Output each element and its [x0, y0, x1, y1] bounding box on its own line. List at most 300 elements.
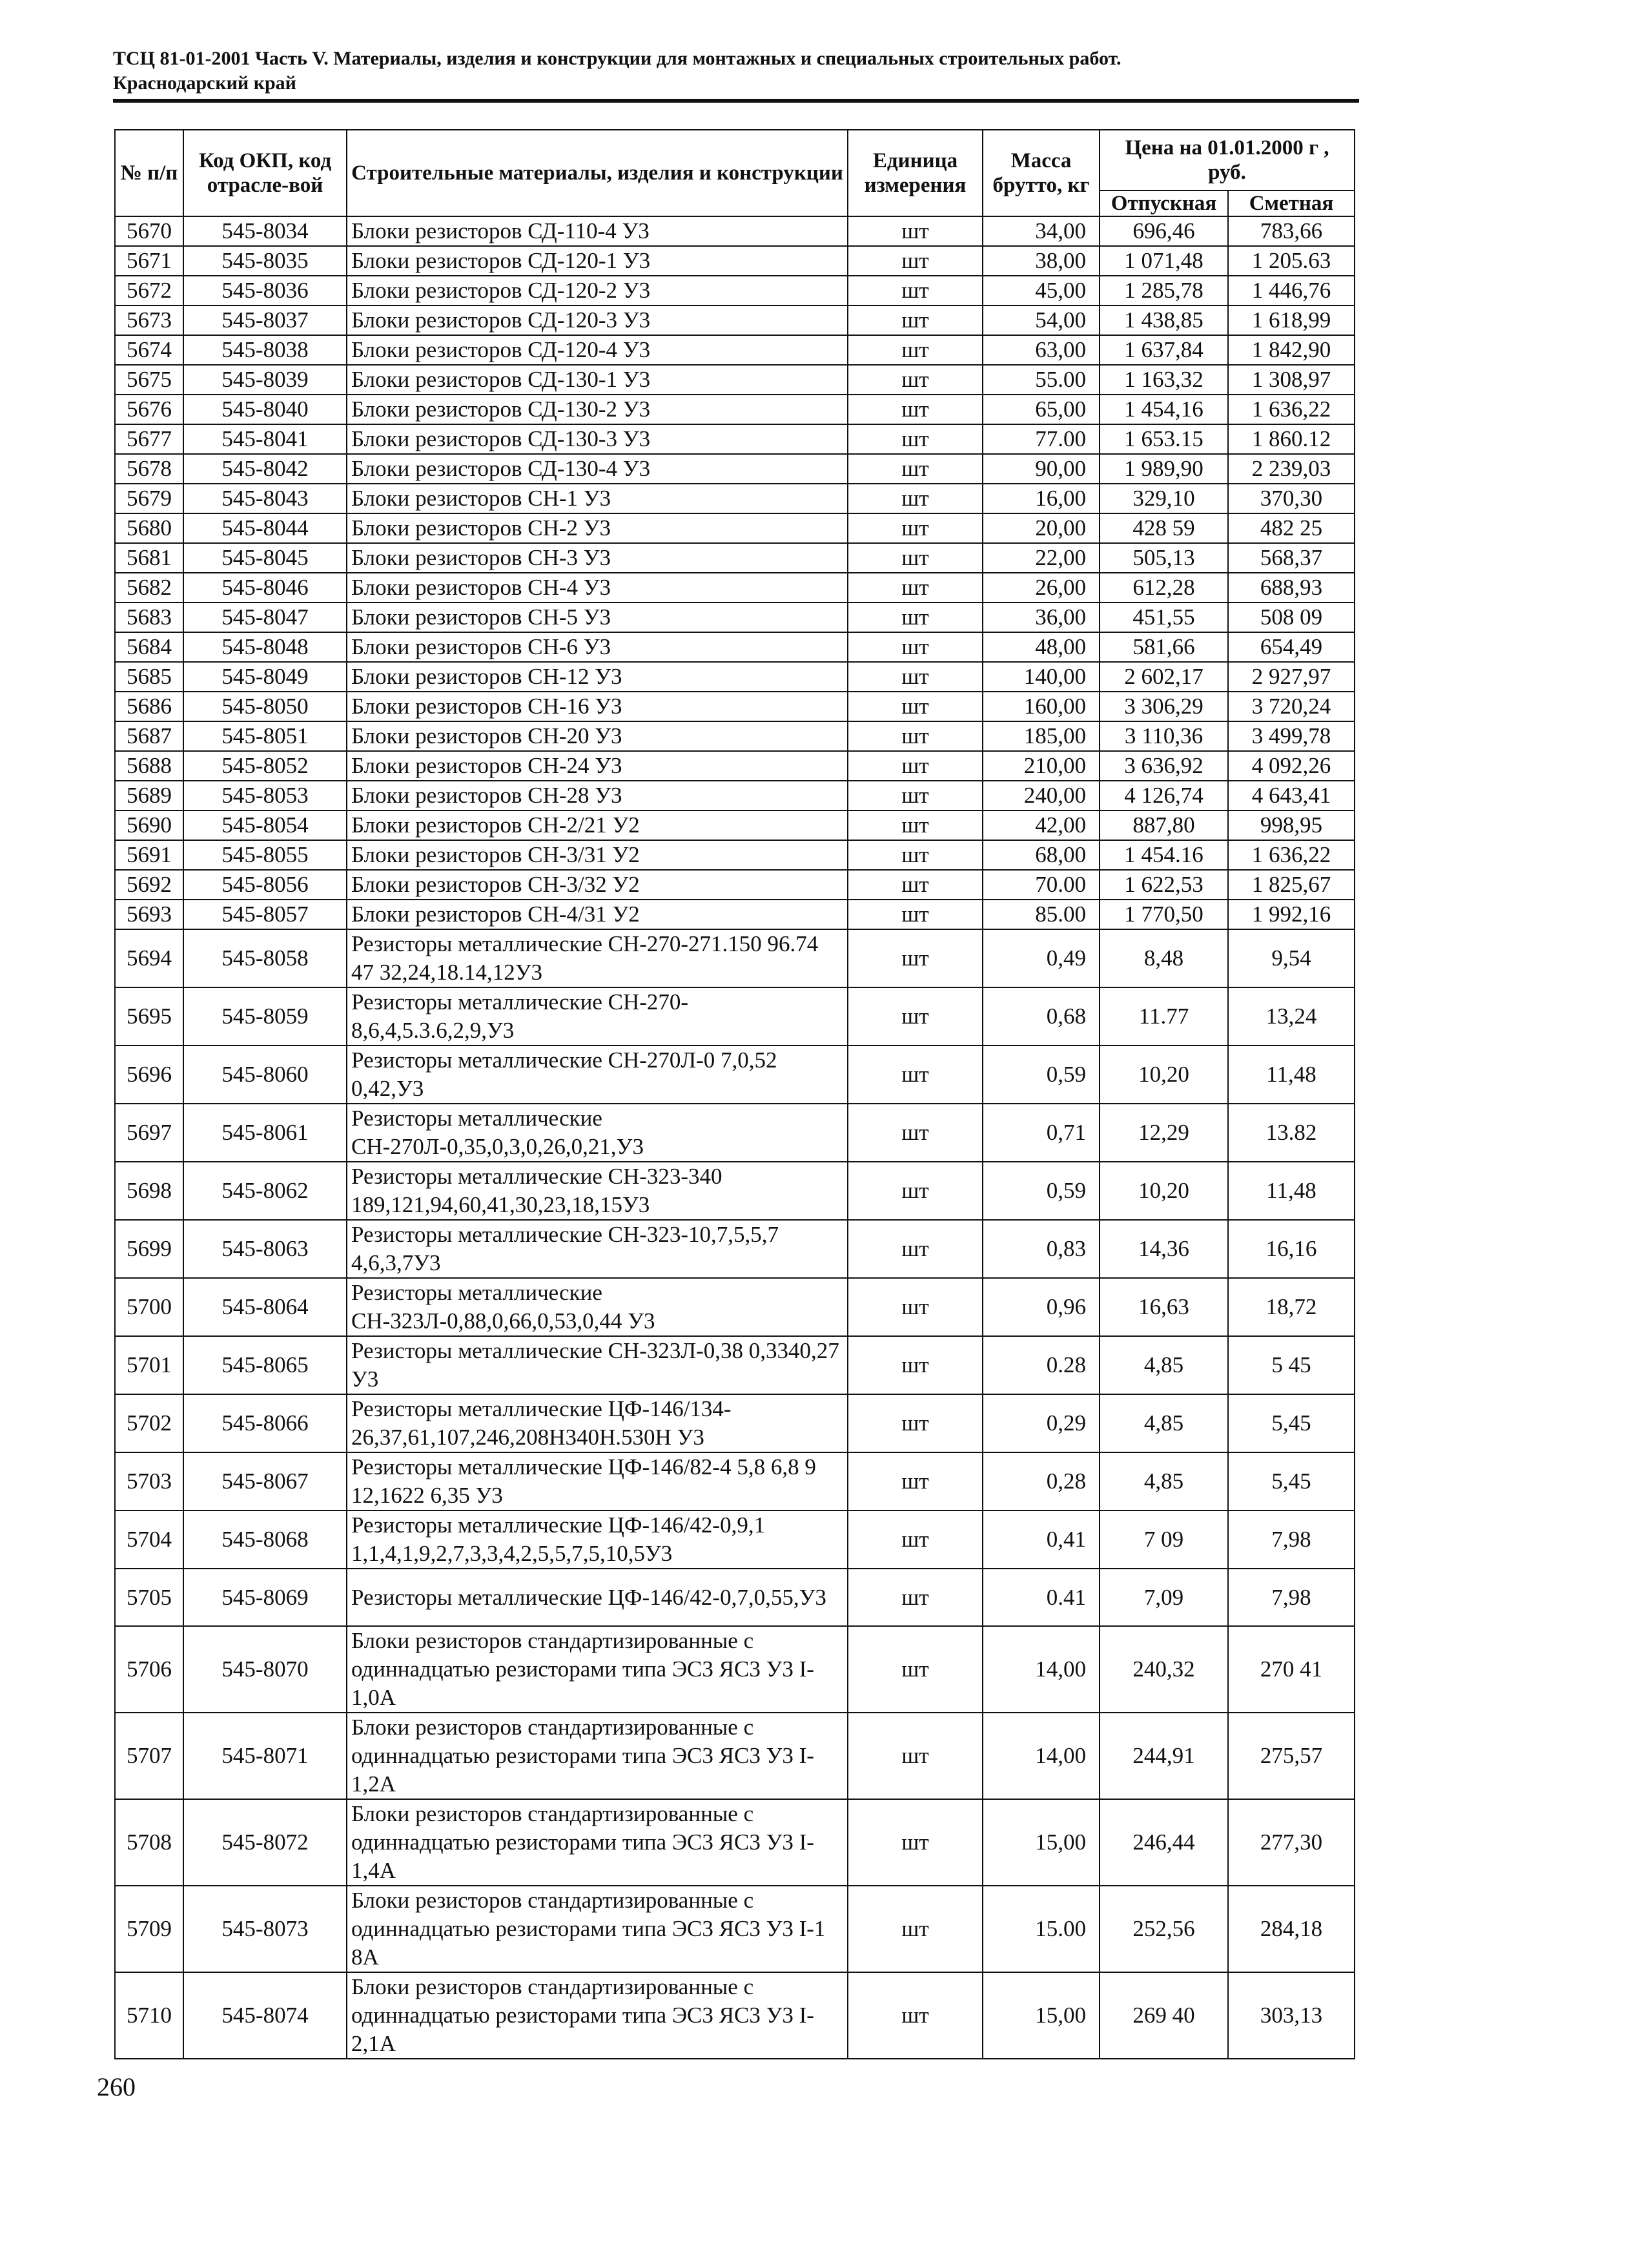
- row-name: Блоки резисторов стандартизированные с одиннадцатью резисторами типа ЭС3 ЯС3 У3 I-1,2А: [347, 1713, 848, 1799]
- row-unit: шт: [848, 484, 983, 513]
- row-name: Блоки резисторов СН-1 У3: [347, 484, 848, 513]
- row-unit: шт: [848, 840, 983, 870]
- table-row: [115, 1220, 1355, 1278]
- row-name: Резисторы металлические СН-323Л-0,88,0,66,0,53,0,44 У3: [347, 1278, 848, 1336]
- row-num: 5706: [115, 1626, 183, 1713]
- row-release-price: 1 071,48: [1100, 246, 1228, 276]
- row-mass: 54,00: [983, 305, 1100, 335]
- row-num: 5681: [115, 543, 183, 573]
- row-mass: 240,00: [983, 781, 1100, 810]
- row-release-price: 1 622,53: [1100, 870, 1228, 900]
- row-num: 5678: [115, 454, 183, 484]
- row-unit: шт: [848, 1162, 983, 1220]
- row-num: 5699: [115, 1220, 183, 1278]
- row-mass: 15,00: [983, 1799, 1100, 1886]
- row-estimate-price: 18,72: [1228, 1278, 1355, 1336]
- row-name: Блоки резисторов СД-130-2 У3: [347, 395, 848, 424]
- running-header: [113, 46, 1359, 96]
- table-row: [115, 365, 1355, 395]
- row-name: Блоки резисторов СД-130-3 У3: [347, 424, 848, 454]
- row-estimate-price: 275,57: [1228, 1713, 1355, 1799]
- row-code: 545-8037: [183, 305, 347, 335]
- row-name: Блоки резисторов СД-110-4 У3: [347, 216, 848, 246]
- row-release-price: 240,32: [1100, 1626, 1228, 1713]
- row-name: Блоки резисторов СН-2 У3: [347, 513, 848, 543]
- row-code: 545-8070: [183, 1626, 347, 1713]
- row-estimate-price: 1 860.12: [1228, 424, 1355, 454]
- row-code: 545-8062: [183, 1162, 347, 1220]
- row-release-price: 16,63: [1100, 1278, 1228, 1336]
- table-row: [115, 454, 1355, 484]
- row-mass: 15.00: [983, 1886, 1100, 1972]
- row-unit: шт: [848, 1972, 983, 2059]
- col-header-unit: Единица измерения: [848, 130, 983, 216]
- row-unit: шт: [848, 276, 983, 305]
- row-estimate-price: 998,95: [1228, 810, 1355, 840]
- row-estimate-price: 654,49: [1228, 632, 1355, 662]
- row-release-price: 4,85: [1100, 1336, 1228, 1394]
- row-code: 545-8048: [183, 632, 347, 662]
- table-row: [115, 484, 1355, 513]
- row-name: Резисторы металлические СН-270Л-0 7,0,52 0,42,У3: [347, 1046, 848, 1104]
- row-estimate-price: 303,13: [1228, 1972, 1355, 2059]
- table-row: [115, 305, 1355, 335]
- row-release-price: 612,28: [1100, 573, 1228, 603]
- col-header-name: Строительные материалы, изделия и конструкции: [347, 130, 848, 216]
- row-name: Блоки резисторов стандартизированные с одиннадцатью резисторами типа ЭС3 ЯС3 У3 I-2,1А: [347, 1972, 848, 2059]
- row-mass: 26,00: [983, 573, 1100, 603]
- row-code: 545-8057: [183, 900, 347, 929]
- row-name: Блоки резисторов СД-120-2 У3: [347, 276, 848, 305]
- row-name: Блоки резисторов СН-6 У3: [347, 632, 848, 662]
- row-mass: 0,59: [983, 1046, 1100, 1104]
- row-unit: шт: [848, 1394, 983, 1452]
- row-unit: шт: [848, 987, 983, 1046]
- row-unit: шт: [848, 246, 983, 276]
- row-release-price: 252,56: [1100, 1886, 1228, 1972]
- row-mass: 0,71: [983, 1104, 1100, 1162]
- table-row: [115, 603, 1355, 632]
- row-unit: шт: [848, 543, 983, 573]
- row-code: 545-8044: [183, 513, 347, 543]
- row-unit: шт: [848, 929, 983, 987]
- row-estimate-price: 9,54: [1228, 929, 1355, 987]
- row-code: 545-8074: [183, 1972, 347, 2059]
- row-release-price: 4 126,74: [1100, 781, 1228, 810]
- row-code: 545-8069: [183, 1569, 347, 1626]
- row-mass: 210,00: [983, 751, 1100, 781]
- row-unit: шт: [848, 454, 983, 484]
- row-num: 5690: [115, 810, 183, 840]
- table-row: [115, 335, 1355, 365]
- row-estimate-price: 688,93: [1228, 573, 1355, 603]
- row-num: 5683: [115, 603, 183, 632]
- row-release-price: 1 454,16: [1100, 395, 1228, 424]
- header-rule: [113, 99, 1359, 103]
- row-name: Резисторы металлические ЦФ-146/134-26,37,61,107,246,208Н340Н.530Н У3: [347, 1394, 848, 1452]
- row-release-price: 3 110,36: [1100, 721, 1228, 751]
- row-name: Блоки резисторов СД-130-1 У3: [347, 365, 848, 395]
- row-release-price: 3 306,29: [1100, 692, 1228, 721]
- row-release-price: 428 59: [1100, 513, 1228, 543]
- table-row: [115, 929, 1355, 987]
- row-mass: 14,00: [983, 1713, 1100, 1799]
- row-release-price: 329,10: [1100, 484, 1228, 513]
- row-num: 5696: [115, 1046, 183, 1104]
- row-estimate-price: 783,66: [1228, 216, 1355, 246]
- price-table: [114, 129, 1355, 2059]
- row-num: 5673: [115, 305, 183, 335]
- row-num: 5686: [115, 692, 183, 721]
- row-mass: 0,28: [983, 1452, 1100, 1510]
- row-unit: шт: [848, 632, 983, 662]
- row-num: 5671: [115, 246, 183, 276]
- row-num: 5672: [115, 276, 183, 305]
- table-row: [115, 900, 1355, 929]
- row-code: 545-8035: [183, 246, 347, 276]
- row-estimate-price: 11,48: [1228, 1162, 1355, 1220]
- row-num: 5709: [115, 1886, 183, 1972]
- page-number: 260: [97, 2072, 136, 2101]
- row-unit: шт: [848, 395, 983, 424]
- row-release-price: 7 09: [1100, 1510, 1228, 1569]
- row-name: Блоки резисторов СН-20 У3: [347, 721, 848, 751]
- row-mass: 48,00: [983, 632, 1100, 662]
- row-estimate-price: 13,24: [1228, 987, 1355, 1046]
- row-estimate-price: 2 927,97: [1228, 662, 1355, 692]
- row-mass: 85.00: [983, 900, 1100, 929]
- price-table-wrapper: [114, 129, 1355, 2059]
- row-release-price: 696,46: [1100, 216, 1228, 246]
- table-row: [115, 395, 1355, 424]
- row-mass: 0,49: [983, 929, 1100, 987]
- row-mass: 77.00: [983, 424, 1100, 454]
- table-row: [115, 1104, 1355, 1162]
- row-unit: шт: [848, 721, 983, 751]
- row-num: 5700: [115, 1278, 183, 1336]
- table-row: [115, 662, 1355, 692]
- row-name: Резисторы металлические СН-323-10,7,5,5,7 4,6,3,7У3: [347, 1220, 848, 1278]
- row-name: Блоки резисторов стандартизированные с одиннадцатью резисторами типа ЭС3 ЯС3 У3 I-1,4А: [347, 1799, 848, 1886]
- row-num: 5697: [115, 1104, 183, 1162]
- table-row: [115, 1394, 1355, 1452]
- row-estimate-price: 1 825,67: [1228, 870, 1355, 900]
- row-release-price: 1 637,84: [1100, 335, 1228, 365]
- row-unit: шт: [848, 1278, 983, 1336]
- row-release-price: 2 602,17: [1100, 662, 1228, 692]
- row-mass: 42,00: [983, 810, 1100, 840]
- row-name: Резисторы металлические ЦФ-146/82-4 5,8 6,8 9 12,1622 6,35 У3: [347, 1452, 848, 1510]
- row-mass: 0,41: [983, 1510, 1100, 1569]
- row-estimate-price: 1 636,22: [1228, 840, 1355, 870]
- table-row: [115, 751, 1355, 781]
- row-release-price: 8,48: [1100, 929, 1228, 987]
- row-name: Блоки резисторов СН-2/21 У2: [347, 810, 848, 840]
- row-mass: 63,00: [983, 335, 1100, 365]
- row-name: Блоки резисторов СН-16 У3: [347, 692, 848, 721]
- row-code: 545-8051: [183, 721, 347, 751]
- row-unit: шт: [848, 424, 983, 454]
- row-release-price: 4,85: [1100, 1394, 1228, 1452]
- row-mass: 65,00: [983, 395, 1100, 424]
- row-estimate-price: 482 25: [1228, 513, 1355, 543]
- row-code: 545-8066: [183, 1394, 347, 1452]
- row-num: 5701: [115, 1336, 183, 1394]
- row-estimate-price: 277,30: [1228, 1799, 1355, 1886]
- row-unit: шт: [848, 1104, 983, 1162]
- row-estimate-price: 270 41: [1228, 1626, 1355, 1713]
- row-release-price: 269 40: [1100, 1972, 1228, 2059]
- row-name: Блоки резисторов СН-5 У3: [347, 603, 848, 632]
- table-row: [115, 781, 1355, 810]
- row-estimate-price: 1 842,90: [1228, 335, 1355, 365]
- row-unit: шт: [848, 781, 983, 810]
- table-row: [115, 632, 1355, 662]
- row-code: 545-8042: [183, 454, 347, 484]
- row-estimate-price: 1 992,16: [1228, 900, 1355, 929]
- row-mass: 55.00: [983, 365, 1100, 395]
- row-mass: 15,00: [983, 1972, 1100, 2059]
- row-mass: 90,00: [983, 454, 1100, 484]
- row-mass: 34,00: [983, 216, 1100, 246]
- row-unit: шт: [848, 900, 983, 929]
- row-num: 5703: [115, 1452, 183, 1510]
- row-unit: шт: [848, 216, 983, 246]
- row-release-price: 1 770,50: [1100, 900, 1228, 929]
- row-estimate-price: 5 45: [1228, 1336, 1355, 1394]
- row-code: 545-8065: [183, 1336, 347, 1394]
- table-row: [115, 424, 1355, 454]
- row-estimate-price: 3 499,78: [1228, 721, 1355, 751]
- row-estimate-price: 1 308,97: [1228, 365, 1355, 395]
- table-row: [115, 1162, 1355, 1220]
- table-row: [115, 573, 1355, 603]
- table-row: [115, 1569, 1355, 1626]
- row-code: 545-8071: [183, 1713, 347, 1799]
- col-header-mass: Масса брутто, кг: [983, 130, 1100, 216]
- table-row: [115, 1278, 1355, 1336]
- row-name: Блоки резисторов СН-4 У3: [347, 573, 848, 603]
- table-row: [115, 721, 1355, 751]
- table-body: [115, 216, 1355, 2059]
- row-release-price: 10,20: [1100, 1046, 1228, 1104]
- table-row: [115, 216, 1355, 246]
- row-estimate-price: 1 205.63: [1228, 246, 1355, 276]
- row-unit: шт: [848, 810, 983, 840]
- row-name: Блоки резисторов СД-120-4 У3: [347, 335, 848, 365]
- row-release-price: 10,20: [1100, 1162, 1228, 1220]
- row-code: 545-8046: [183, 573, 347, 603]
- row-num: 5689: [115, 781, 183, 810]
- row-name: Блоки резисторов СН-24 У3: [347, 751, 848, 781]
- table-row: [115, 870, 1355, 900]
- row-mass: 0,68: [983, 987, 1100, 1046]
- row-code: 545-8067: [183, 1452, 347, 1510]
- table-row: [115, 1336, 1355, 1394]
- row-mass: 70.00: [983, 870, 1100, 900]
- row-unit: шт: [848, 1886, 983, 1972]
- row-estimate-price: 13.82: [1228, 1104, 1355, 1162]
- row-code: 545-8055: [183, 840, 347, 870]
- row-unit: шт: [848, 1220, 983, 1278]
- row-code: 545-8053: [183, 781, 347, 810]
- row-estimate-price: 1 618,99: [1228, 305, 1355, 335]
- row-release-price: 3 636,92: [1100, 751, 1228, 781]
- row-code: 545-8049: [183, 662, 347, 692]
- row-num: 5684: [115, 632, 183, 662]
- row-mass: 20,00: [983, 513, 1100, 543]
- row-release-price: 246,44: [1100, 1799, 1228, 1886]
- row-unit: шт: [848, 335, 983, 365]
- row-mass: 0,59: [983, 1162, 1100, 1220]
- row-code: 545-8064: [183, 1278, 347, 1336]
- row-estimate-price: 16,16: [1228, 1220, 1355, 1278]
- row-release-price: 7,09: [1100, 1569, 1228, 1626]
- row-code: 545-8047: [183, 603, 347, 632]
- row-release-price: 1 163,32: [1100, 365, 1228, 395]
- row-num: 5685: [115, 662, 183, 692]
- row-estimate-price: 5,45: [1228, 1394, 1355, 1452]
- table-row: [115, 543, 1355, 573]
- row-mass: 140,00: [983, 662, 1100, 692]
- table-row: [115, 1046, 1355, 1104]
- table-row: [115, 1886, 1355, 1972]
- row-code: 545-8056: [183, 870, 347, 900]
- row-num: 5688: [115, 751, 183, 781]
- row-code: 545-8045: [183, 543, 347, 573]
- row-release-price: 12,29: [1100, 1104, 1228, 1162]
- row-num: 5708: [115, 1799, 183, 1886]
- row-mass: 36,00: [983, 603, 1100, 632]
- row-estimate-price: 2 239,03: [1228, 454, 1355, 484]
- row-code: 545-8039: [183, 365, 347, 395]
- table-row: [115, 692, 1355, 721]
- row-mass: 38,00: [983, 246, 1100, 276]
- row-estimate-price: 5,45: [1228, 1452, 1355, 1510]
- header-region: Краснодарский край: [113, 72, 296, 94]
- row-estimate-price: 7,98: [1228, 1510, 1355, 1569]
- row-num: 5682: [115, 573, 183, 603]
- row-code: 545-8060: [183, 1046, 347, 1104]
- row-mass: 0,96: [983, 1278, 1100, 1336]
- row-code: 545-8061: [183, 1104, 347, 1162]
- table-row: [115, 246, 1355, 276]
- row-mass: 185,00: [983, 721, 1100, 751]
- table-row: [115, 987, 1355, 1046]
- row-num: 5710: [115, 1972, 183, 2059]
- row-unit: шт: [848, 365, 983, 395]
- row-unit: шт: [848, 1713, 983, 1799]
- row-mass: 0.41: [983, 1569, 1100, 1626]
- row-mass: 22,00: [983, 543, 1100, 573]
- table-row: [115, 1972, 1355, 2059]
- row-unit: шт: [848, 513, 983, 543]
- row-num: 5679: [115, 484, 183, 513]
- row-code: 545-8041: [183, 424, 347, 454]
- row-mass: 0.28: [983, 1336, 1100, 1394]
- row-num: 5677: [115, 424, 183, 454]
- row-num: 5702: [115, 1394, 183, 1452]
- row-code: 545-8068: [183, 1510, 347, 1569]
- col-header-code: Код ОКП, код отрасле-вой: [183, 130, 347, 216]
- row-unit: шт: [848, 1569, 983, 1626]
- row-unit: шт: [848, 1452, 983, 1510]
- row-code: 545-8073: [183, 1886, 347, 1972]
- row-code: 545-8043: [183, 484, 347, 513]
- row-code: 545-8054: [183, 810, 347, 840]
- row-estimate-price: 284,18: [1228, 1886, 1355, 1972]
- table-row: [115, 513, 1355, 543]
- row-num: 5692: [115, 870, 183, 900]
- row-code: 545-8040: [183, 395, 347, 424]
- row-num: 5693: [115, 900, 183, 929]
- row-num: 5680: [115, 513, 183, 543]
- table-row: [115, 1510, 1355, 1569]
- row-unit: шт: [848, 751, 983, 781]
- table-row: [115, 810, 1355, 840]
- row-estimate-price: 1 446,76: [1228, 276, 1355, 305]
- row-name: Резисторы металлические СН-323-340 189,121,94,60,41,30,23,18,15У3: [347, 1162, 848, 1220]
- row-num: 5675: [115, 365, 183, 395]
- row-unit: шт: [848, 1510, 983, 1569]
- row-name: Блоки резисторов СН-3 У3: [347, 543, 848, 573]
- row-num: 5687: [115, 721, 183, 751]
- row-num: 5695: [115, 987, 183, 1046]
- row-estimate-price: 568,37: [1228, 543, 1355, 573]
- row-mass: 68,00: [983, 840, 1100, 870]
- row-unit: шт: [848, 305, 983, 335]
- row-unit: шт: [848, 692, 983, 721]
- row-estimate-price: 3 720,24: [1228, 692, 1355, 721]
- row-code: 545-8038: [183, 335, 347, 365]
- row-code: 545-8063: [183, 1220, 347, 1278]
- row-num: 5694: [115, 929, 183, 987]
- row-name: Блоки резисторов стандартизированные с одиннадцатью резисторами типа ЭС3 ЯС3 У3 I-1 8А: [347, 1886, 848, 1972]
- row-release-price: 14,36: [1100, 1220, 1228, 1278]
- col-header-estimate: Сметная: [1228, 191, 1355, 216]
- row-estimate-price: 7,98: [1228, 1569, 1355, 1626]
- row-name: Блоки резисторов стандартизированные с одиннадцатью резисторами типа ЭС3 ЯС3 У3 I-1,0А: [347, 1626, 848, 1713]
- row-name: Блоки резисторов СН-3/31 У2: [347, 840, 848, 870]
- row-unit: шт: [848, 1626, 983, 1713]
- row-unit: шт: [848, 870, 983, 900]
- row-unit: шт: [848, 603, 983, 632]
- row-unit: шт: [848, 1799, 983, 1886]
- row-name: Блоки резисторов СН-28 У3: [347, 781, 848, 810]
- row-name: Резисторы металлические СН-270Л-0,35,0,3,0,26,0,21,У3: [347, 1104, 848, 1162]
- row-name: Блоки резисторов СД-120-3 У3: [347, 305, 848, 335]
- row-num: 5676: [115, 395, 183, 424]
- row-num: 5674: [115, 335, 183, 365]
- row-mass: 16,00: [983, 484, 1100, 513]
- row-code: 545-8050: [183, 692, 347, 721]
- row-name: Резисторы металлические ЦФ-146/42-0,7,0,55,У3: [347, 1569, 848, 1626]
- row-code: 545-8072: [183, 1799, 347, 1886]
- row-num: 5698: [115, 1162, 183, 1220]
- row-release-price: 1 285,78: [1100, 276, 1228, 305]
- table-row: [115, 1452, 1355, 1510]
- row-mass: 0,29: [983, 1394, 1100, 1452]
- row-name: Блоки резисторов СН-12 У3: [347, 662, 848, 692]
- row-release-price: 505,13: [1100, 543, 1228, 573]
- row-release-price: 11.77: [1100, 987, 1228, 1046]
- row-num: 5707: [115, 1713, 183, 1799]
- row-mass: 0,83: [983, 1220, 1100, 1278]
- row-release-price: 1 454.16: [1100, 840, 1228, 870]
- row-mass: 45,00: [983, 276, 1100, 305]
- header-title: ТСЦ 81-01-2001 Часть V. Материалы, изделия и конструкции для монтажных и специальных строительных работ.: [113, 48, 1122, 69]
- row-code: 545-8036: [183, 276, 347, 305]
